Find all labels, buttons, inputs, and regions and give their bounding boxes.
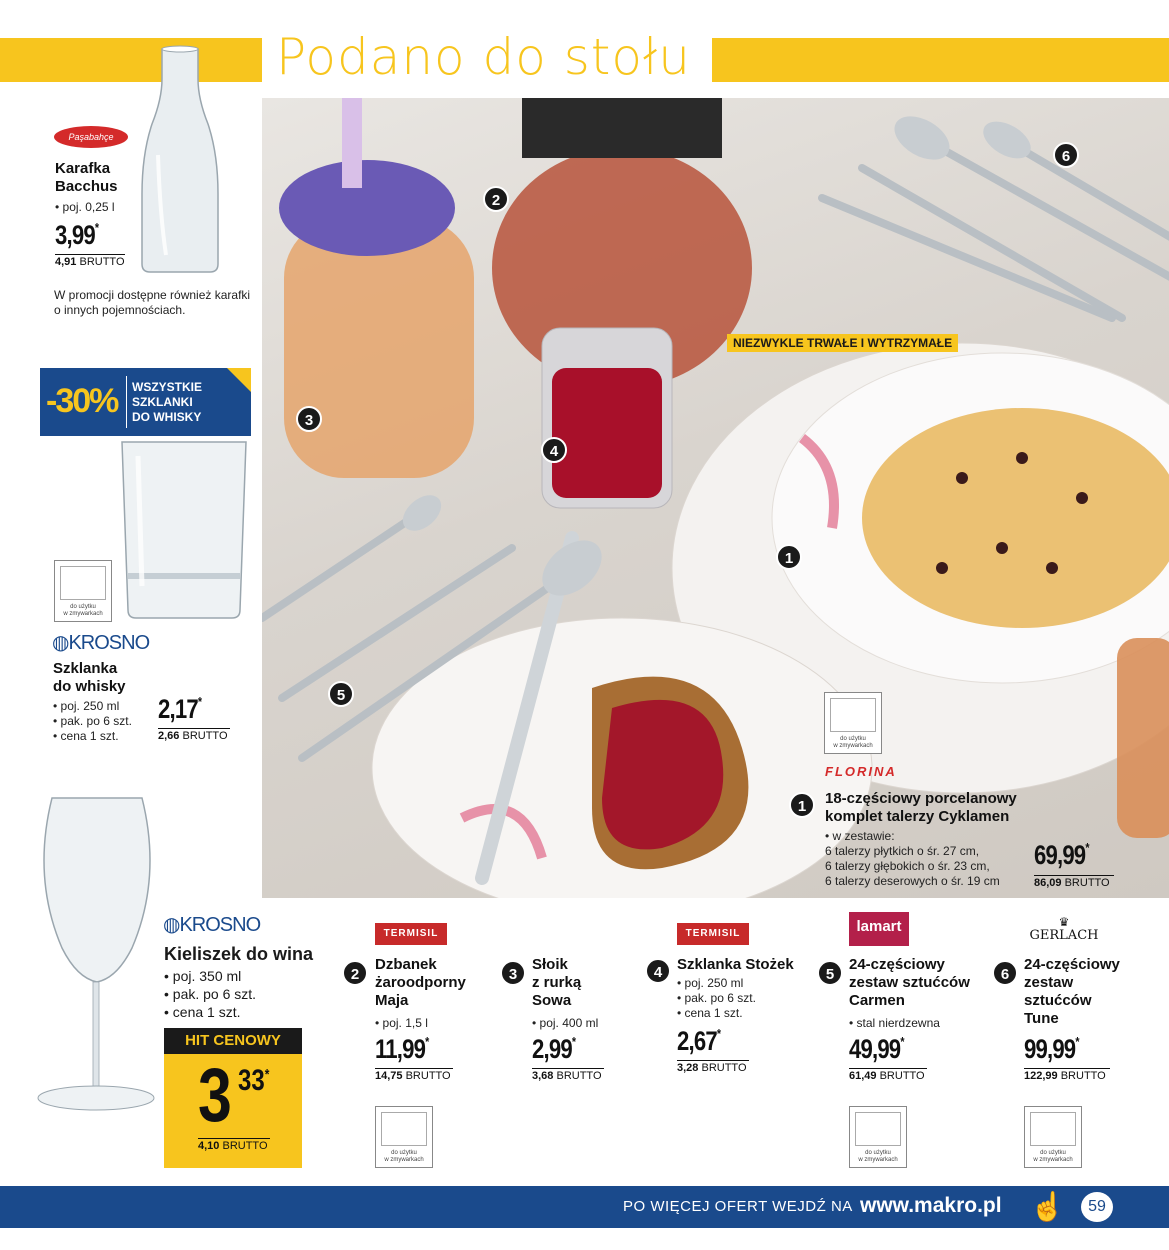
page-number: 59 <box>1081 1192 1113 1222</box>
product-spec: • poj. 400 ml <box>532 1016 599 1030</box>
product-name-line3: Sowa <box>532 992 572 1009</box>
product-spec1: • poj. 250 ml <box>677 976 744 990</box>
plates-name-line1: 18-częściowy porcelanowy <box>825 790 1017 807</box>
brand-logo-lamart: lamart <box>849 912 909 946</box>
badge-1: 1 <box>776 544 802 570</box>
product-name-line3: Maja <box>375 992 409 1009</box>
carafe-image <box>140 45 220 275</box>
product-name-line2: zestaw sztućców <box>849 974 970 991</box>
footer-text: PO WIĘCEJ OFERT WEJDŹ NA <box>623 1198 853 1215</box>
promo-line1: WSZYSTKIE <box>132 380 203 394</box>
brand-logo-gerlach: ♛ GERLACH <box>1024 916 1104 943</box>
promo-banner <box>40 368 251 436</box>
whisky-spec2: • pak. po 6 szt. <box>53 714 132 728</box>
whisky-spec1: • poj. 250 ml <box>53 699 120 713</box>
footer-bar <box>0 1186 1169 1228</box>
wine-spec1: • poj. 350 ml <box>164 968 242 984</box>
plates-spec1: • w zestawie: <box>825 829 895 843</box>
hit-price-main: 3 <box>198 1053 232 1138</box>
dishwasher-pictogram-whisky: do użytku w zmywarkach <box>54 560 112 622</box>
whisky-name-line2: do whisky <box>53 678 126 695</box>
wine-glass-image <box>32 794 162 1124</box>
product-number-badge: 2 <box>342 960 368 986</box>
plates-spec2: 6 talerzy płytkich o śr. 27 cm, <box>825 844 980 858</box>
plates-brand: FLORINA <box>825 764 897 779</box>
wine-brand: ◍KROSNO <box>163 914 261 936</box>
product-price: 11,99* <box>375 1034 429 1064</box>
wine-name: Kieliszek do wina <box>164 944 314 964</box>
product-price: 2,67* <box>677 1026 721 1056</box>
product-gross: 14,75 BRUTTO <box>375 1068 453 1082</box>
badge-3: 3 <box>296 406 322 432</box>
product-gross: 122,99 BRUTTO <box>1024 1068 1110 1082</box>
badge-2: 2 <box>483 186 509 212</box>
plates-spec3: 6 talerzy głębokich o śr. 23 cm, <box>825 859 990 873</box>
product-number-badge: 4 <box>645 958 671 984</box>
product-name-line2: z rurką <box>532 974 582 991</box>
header-band-right <box>712 38 1169 82</box>
product-price: 99,99* <box>1024 1034 1079 1064</box>
product-name-line3: Carmen <box>849 992 905 1009</box>
table-photo <box>262 98 1169 898</box>
whisky-name-line1: Szklanka <box>53 660 118 677</box>
product-price: 49,99* <box>849 1034 904 1064</box>
product-spec: • stal nierdzewna <box>849 1016 940 1030</box>
product-termisil-dzbanek <box>342 918 492 1168</box>
karafka-section <box>0 90 262 360</box>
whisky-gross: 2,66 BRUTTO <box>158 728 230 742</box>
whisky-glass-image <box>118 436 250 620</box>
wine-spec2: • pak. po 6 szt. <box>164 986 257 1002</box>
brand-logo-termisil: TERMISIL <box>375 923 447 945</box>
product-name-line2: zestaw <box>1024 974 1074 991</box>
karafka-spec: • poj. 0,25 l <box>55 200 115 214</box>
hit-price-cents: 33* <box>238 1064 270 1097</box>
plates-spec4: 6 talerzy deserowych o śr. 19 cm <box>825 874 1000 888</box>
karafka-price: 3,99* <box>55 220 99 250</box>
dishwasher-pictogram: do użytku w zmywarkach <box>375 1106 433 1168</box>
crown-icon: ♛ <box>1058 915 1070 929</box>
badge-6: 6 <box>1053 142 1079 168</box>
plates-number-badge: 1 <box>789 792 815 818</box>
product-price: 2,99* <box>532 1034 576 1064</box>
product-number-badge: 6 <box>992 960 1018 986</box>
hit-price-box <box>164 1054 302 1168</box>
product-name-line1: Słoik <box>532 956 568 973</box>
promo-divider <box>126 376 127 428</box>
promo-line3: DO WHISKY <box>132 410 202 424</box>
wine-spec3: • cena 1 szt. <box>164 1004 241 1020</box>
product-name-line4: Tune <box>1024 1010 1059 1027</box>
product-sztucce-carmen <box>817 912 987 1168</box>
brand-logo-pasabahce: Paşabahçe <box>54 126 128 148</box>
brand-logo-termisil: TERMISIL <box>677 923 749 945</box>
badge-4: 4 <box>541 437 567 463</box>
product-spec2: • pak. po 6 szt. <box>677 991 756 1005</box>
photo-illustration <box>262 98 1169 898</box>
promo-corner <box>227 368 251 392</box>
hit-gross: 4,10 BRUTTO <box>198 1138 270 1152</box>
tagline-badge: NIEZWYKLE TRWAŁE I WYTRZYMAŁE <box>727 334 958 352</box>
hit-cenowy-label: HIT CENOWY <box>164 1028 302 1054</box>
karafka-name-line2: Bacchus <box>55 178 118 195</box>
product-gross: 61,49 BRUTTO <box>849 1068 927 1082</box>
footer-url-link[interactable]: www.makro.pl <box>860 1194 1002 1217</box>
promo-line2: SZKLANKI <box>132 395 193 409</box>
plates-name-line2: komplet talerzy Cyklamen <box>825 808 1010 825</box>
product-name-line1: Dzbanek <box>375 956 437 973</box>
product-name-line1: 24-częściowy <box>1024 956 1120 973</box>
header-band-left <box>0 38 262 82</box>
badge-5: 5 <box>328 681 354 707</box>
product-gross: 3,68 BRUTTO <box>532 1068 604 1082</box>
karafka-name-line1: Karafka <box>55 160 111 177</box>
product-number-badge: 5 <box>817 960 843 986</box>
plates-price: 69,99* <box>1034 840 1089 870</box>
product-spec3: • cena 1 szt. <box>677 1006 743 1020</box>
karafka-note: W promocji dostępne również karafki o innych pojemnościach. <box>54 288 251 317</box>
plates-gross: 86,09 BRUTTO <box>1034 875 1114 889</box>
karafka-gross: 4,91 BRUTTO <box>55 256 125 268</box>
product-name-line1: Szklanka Stożek <box>677 956 794 973</box>
whisky-brand: ◍KROSNO <box>52 632 150 654</box>
page-title: Podano do stołu <box>276 28 691 86</box>
product-gross: 3,28 BRUTTO <box>677 1060 749 1074</box>
whisky-price: 2,17* <box>158 694 202 724</box>
promo-discount: -30% <box>46 382 118 420</box>
dishwasher-pictogram-plates: do użytku w zmywarkach <box>824 692 882 754</box>
product-name-line2: żaroodporny <box>375 974 466 991</box>
product-name-line3: sztućców <box>1024 992 1092 1009</box>
product-sloik-sowa <box>500 918 640 1098</box>
product-number-badge: 3 <box>500 960 526 986</box>
product-sztucce-tune <box>992 912 1162 1168</box>
whisky-spec3: • cena 1 szt. <box>53 729 119 743</box>
cursor-hand-icon: ☝ <box>1030 1191 1065 1222</box>
product-spec: • poj. 1,5 l <box>375 1016 428 1030</box>
product-name-line1: 24-częściowy <box>849 956 945 973</box>
product-szklanka-stozek <box>645 918 805 1098</box>
dishwasher-pictogram: do użytku w zmywarkach <box>1024 1106 1082 1168</box>
dishwasher-pictogram: do użytku w zmywarkach <box>849 1106 907 1168</box>
